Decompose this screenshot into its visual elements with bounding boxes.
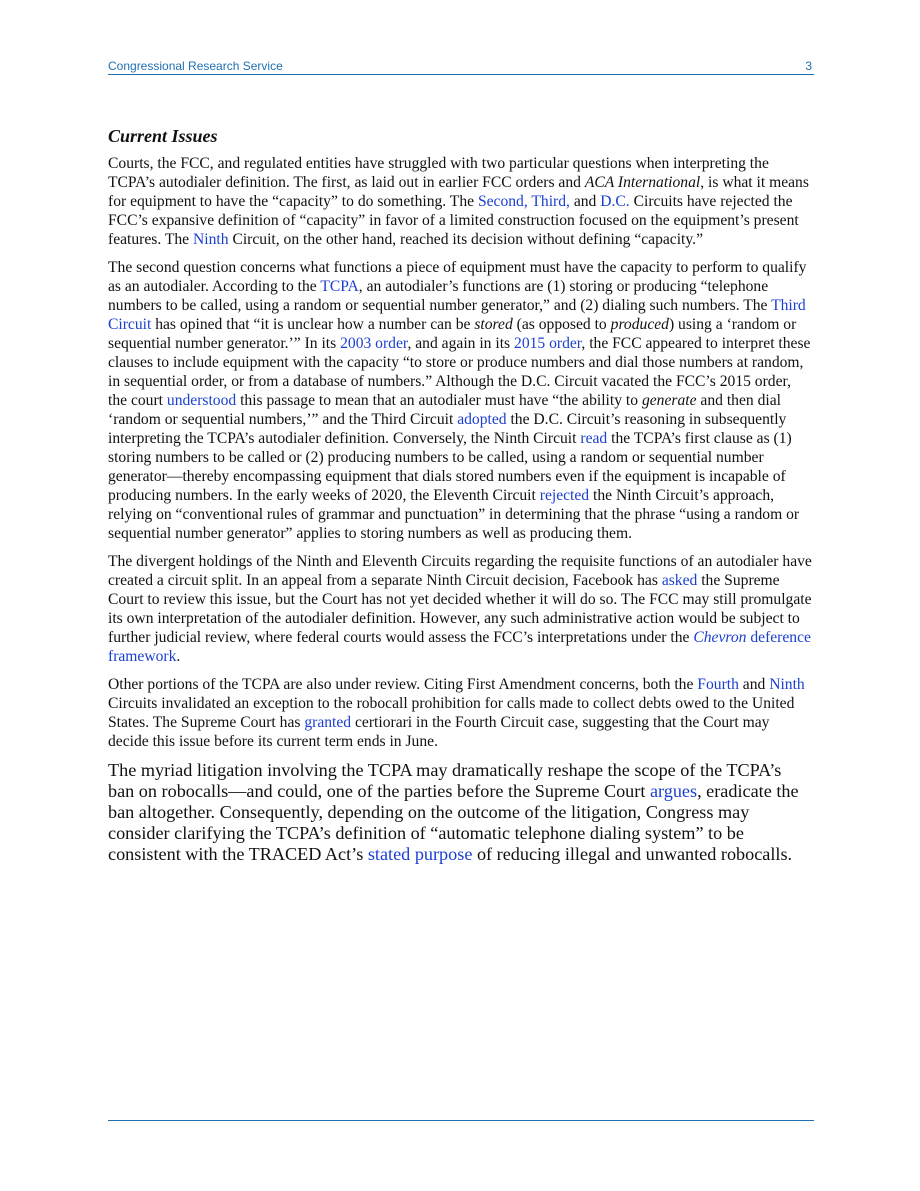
italic-run: ACA International [584,174,701,191]
link-2003-order[interactable]: 2003 order [340,335,408,352]
link-stated-purpose[interactable]: stated purpose [367,844,473,864]
link-ninth-circuit-2[interactable]: Ninth [769,676,805,693]
text-run: and [738,676,770,693]
link-ninth-circuit[interactable]: Ninth [193,231,229,248]
italic-run: stored [474,316,513,333]
link-asked[interactable]: asked [661,572,698,589]
text-run: , the FCC appeared to interpret these clauses to include equipment with the capacity “to store or produce numbers and dial those numbers at random, in sequential order, or from a database of numbers.” Although the D.C. Circuit vacated the FCC’s 2015 order, the court [108,335,811,409]
paragraph-other-portions [108,675,812,751]
paragraph-functions [108,258,812,543]
text-run: Circuits invalidated an exception to the robocall prohibition for calls made to collect debts owed to the United States. The Supreme Court has [108,695,795,731]
text-run: the D.C. Circuit’s reasoning in subsequently interpreting the TCPA’s autodialer definition. Conversely, the Ninth Circuit [108,411,787,447]
page-number: 3 [805,59,812,73]
text-run: , eradicate the ban altogether. Consequently, depending on the outcome of the litigation, Congress may consider clarifying the TCPA’s definition of “automatic telephone dialing system” to be consistent with the TRACED Act’s [108,781,799,864]
link-tcpa[interactable]: TCPA [320,278,359,295]
text-run: The divergent holdings of the Ninth and Eleventh Circuits regarding the requisite functions of an autodialer have created a circuit split. In an appeal from a separate Ninth Circuit decision, Facebook has [108,553,812,589]
text-run: The myriad litigation involving the TCPA may dramatically reshape the scope of the TCPA’s ban on robocalls—and could, one of the parties before the Supreme Court [108,760,782,801]
footer-rule [108,1120,814,1121]
italic-run: produced [610,316,669,333]
text-run: Circuit, on the other hand, reached its decision without defining “capacity.” [228,231,703,248]
paragraph-conclusion [108,760,812,865]
link-2015-order[interactable]: 2015 order [514,335,582,352]
text-run: , and again in its [407,335,515,352]
link-third-circuit[interactable]: Third Circuit [108,297,806,333]
text-run: Circuits have rejected the FCC’s expansive definition of “capacity” in favor of a limited construction focused on the equipment’s present features. The [108,193,799,248]
header-org-name: Congressional Research Service [108,59,283,73]
text-run: (as opposed to [512,316,611,333]
text-run: the Supreme Court to review this issue, but the Court has not yet decided whether it will do so. The FCC may still promulgate its own interpretation of the autodialer definition. However, any such administrative action would be subject to further judicial review, where federal courts would assess the FCC’s interpretations under the [108,572,812,646]
link-chevron-italic: Chevron [693,629,747,646]
link-rejected[interactable]: rejected [539,487,590,504]
text-run: The second question concerns what functions a piece of equipment must have the capacity to perform to qualify as an autodialer. According to the [108,259,807,295]
link-fourth-circuit[interactable]: Fourth [697,676,739,693]
text-run: , an autodialer’s functions are (1) storing or producing “telephone numbers to be called, using a random or sequential number generator,” and (2) dialing such numbers. The [108,278,772,314]
text-run: has opined that “it is unclear how a number can be [151,316,475,333]
section-heading: Current Issues [108,126,218,146]
text-run: . [176,648,181,665]
paragraph-circuit-split [108,552,812,666]
text-run: Other portions of the TCPA are also under review. Citing First Amendment concerns, both the [108,676,698,693]
link-argues[interactable]: argues [649,781,698,801]
italic-run: generate [641,392,697,409]
text-run: Courts, the FCC, and regulated entities have struggled with two particular questions when interpreting the TCPA’s autodialer definition. The first, as laid out in earlier FCC orders and [108,155,769,191]
link-adopted[interactable]: adopted [457,411,507,428]
text-run: the TCPA’s first clause as (1) storing numbers to be called or (2) producing numbers to be called, using a random or sequential number generator—thereby encompassing equipment that dials stored numbers even if the equipment is incapable of producing numbers. In the early weeks of 2020, the Eleventh Circuit [108,430,792,504]
link-read[interactable]: read [580,430,608,447]
link-chevron-text: deference framework [108,629,811,665]
text-run: , is what it means for equipment to have the “capacity” to do something. The [108,174,809,210]
link-second-third-circuits[interactable]: Second, Third, [477,193,570,210]
link-granted[interactable]: granted [304,714,352,731]
text-run: and [569,193,601,210]
paragraph-capacity [108,154,812,249]
text-run: and then dial ‘random or sequential numbers,’” and the Third Circuit [108,392,781,428]
page-header [108,58,814,75]
text-run: ) using a ‘random or sequential number generator.’” In its [108,316,797,352]
text-run: the Ninth Circuit’s approach, relying on “conventional rules of grammar and punctuation” in determining that the phrase “using a random or sequential number generator” applies to storing numbers as well as producing them. [108,487,800,542]
text-run: this passage to mean that an autodialer must have “the ability to [236,392,642,409]
text-run: of reducing illegal and unwanted robocalls. [472,844,793,864]
link-dc-circuit[interactable]: D.C. [600,193,630,210]
text-run: certiorari in the Fourth Circuit case, suggesting that the Court may decide this issue before its current term ends in June. [108,714,770,750]
document-body [108,124,812,874]
link-understood[interactable]: understood [166,392,237,409]
